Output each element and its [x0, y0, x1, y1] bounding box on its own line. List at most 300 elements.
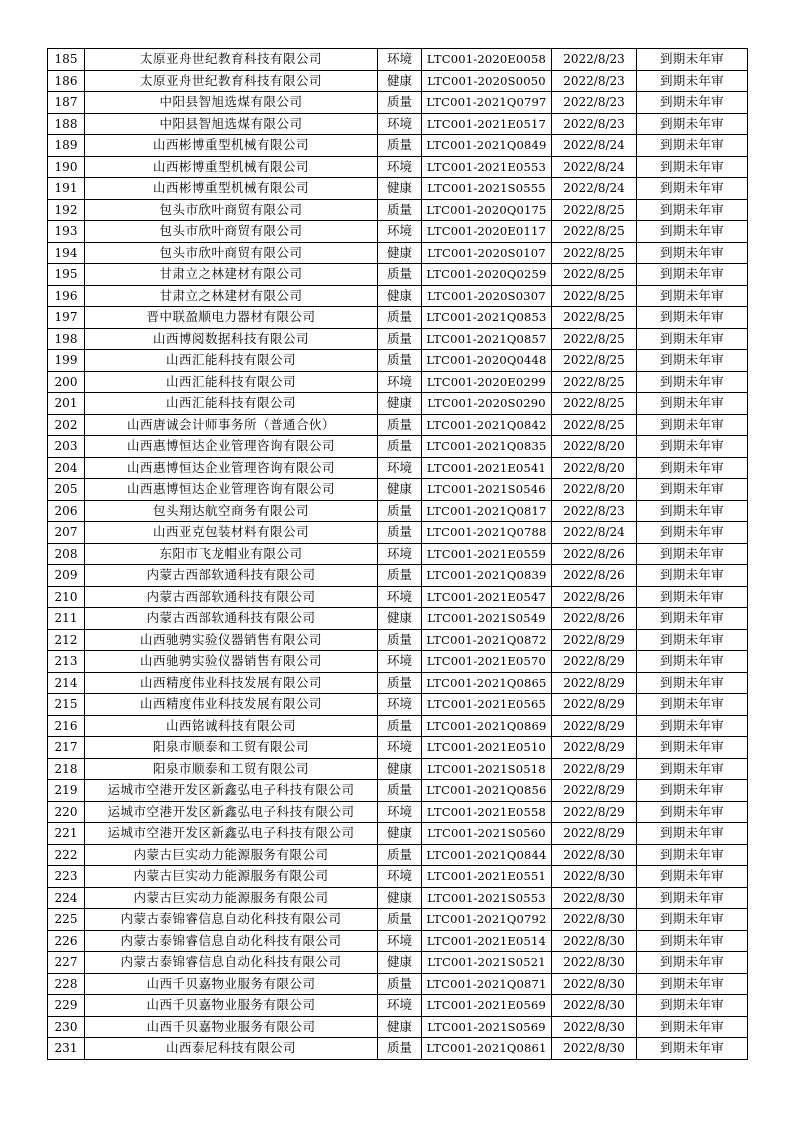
audit-status: 到期未年审 — [637, 436, 748, 458]
certification-type: 质量 — [378, 135, 422, 157]
certification-type: 质量 — [378, 565, 422, 587]
audit-status: 到期未年审 — [637, 586, 748, 608]
row-number: 198 — [48, 328, 85, 350]
certificate-table-body — [48, 49, 748, 1060]
certificate-number: LTC001-2021Q0788 — [422, 522, 552, 544]
audit-status: 到期未年审 — [637, 1016, 748, 1038]
table-row — [48, 113, 748, 135]
company-name: 运城市空港开发区新鑫弘电子科技有限公司 — [85, 780, 378, 802]
table-row — [48, 737, 748, 759]
certification-type: 质量 — [378, 909, 422, 931]
company-name: 包头市欣叶商贸有限公司 — [85, 242, 378, 264]
certification-type: 健康 — [378, 242, 422, 264]
audit-status: 到期未年审 — [637, 113, 748, 135]
certification-type: 质量 — [378, 715, 422, 737]
company-name: 山西彬博重型机械有限公司 — [85, 156, 378, 178]
company-name: 内蒙古巨实动力能源服务有限公司 — [85, 844, 378, 866]
row-number: 196 — [48, 285, 85, 307]
certification-type: 质量 — [378, 500, 422, 522]
row-number: 207 — [48, 522, 85, 544]
table-row — [48, 522, 748, 544]
company-name: 晋中联盈顺电力器材有限公司 — [85, 307, 378, 329]
certification-type: 质量 — [378, 414, 422, 436]
due-date: 2022/8/30 — [552, 909, 637, 931]
certificate-number: LTC001-2021Q0839 — [422, 565, 552, 587]
due-date: 2022/8/23 — [552, 113, 637, 135]
table-row — [48, 92, 748, 114]
certificate-number: LTC001-2021Q0792 — [422, 909, 552, 931]
audit-status: 到期未年审 — [637, 543, 748, 565]
audit-status: 到期未年审 — [637, 264, 748, 286]
company-name: 内蒙古巨实动力能源服务有限公司 — [85, 887, 378, 909]
audit-status: 到期未年审 — [637, 49, 748, 71]
audit-status: 到期未年审 — [637, 565, 748, 587]
audit-status: 到期未年审 — [637, 672, 748, 694]
row-number: 192 — [48, 199, 85, 221]
audit-status: 到期未年审 — [637, 70, 748, 92]
certification-type: 质量 — [378, 350, 422, 372]
table-row — [48, 414, 748, 436]
audit-status: 到期未年审 — [637, 651, 748, 673]
certification-type: 质量 — [378, 328, 422, 350]
certificate-number: LTC001-2020Q0175 — [422, 199, 552, 221]
table-row — [48, 328, 748, 350]
certification-type: 环境 — [378, 156, 422, 178]
company-name: 山西汇能科技有限公司 — [85, 393, 378, 415]
row-number: 211 — [48, 608, 85, 630]
row-number: 231 — [48, 1038, 85, 1060]
audit-status: 到期未年审 — [637, 887, 748, 909]
audit-status: 到期未年审 — [637, 135, 748, 157]
company-name: 包头市欣叶商贸有限公司 — [85, 199, 378, 221]
table-row — [48, 135, 748, 157]
audit-status: 到期未年审 — [637, 350, 748, 372]
certification-type: 健康 — [378, 823, 422, 845]
row-number: 200 — [48, 371, 85, 393]
company-name: 山西彬博重型机械有限公司 — [85, 178, 378, 200]
due-date: 2022/8/20 — [552, 479, 637, 501]
row-number: 225 — [48, 909, 85, 931]
company-name: 山西精度伟业科技发展有限公司 — [85, 672, 378, 694]
certification-type: 环境 — [378, 543, 422, 565]
table-row — [48, 457, 748, 479]
due-date: 2022/8/23 — [552, 500, 637, 522]
audit-status: 到期未年审 — [637, 780, 748, 802]
audit-status: 到期未年审 — [637, 1038, 748, 1060]
row-number: 195 — [48, 264, 85, 286]
audit-status: 到期未年审 — [637, 457, 748, 479]
certificate-number: LTC001-2021E0569 — [422, 995, 552, 1017]
audit-status: 到期未年审 — [637, 823, 748, 845]
certification-type: 环境 — [378, 113, 422, 135]
row-number: 222 — [48, 844, 85, 866]
certification-type: 质量 — [378, 1038, 422, 1060]
company-name: 山西惠博恒达企业管理咨询有限公司 — [85, 457, 378, 479]
certification-type: 环境 — [378, 866, 422, 888]
table-row — [48, 844, 748, 866]
audit-status: 到期未年审 — [637, 694, 748, 716]
company-name: 山西千贝嘉物业服务有限公司 — [85, 1016, 378, 1038]
due-date: 2022/8/25 — [552, 199, 637, 221]
certification-type: 质量 — [378, 780, 422, 802]
certification-type: 健康 — [378, 479, 422, 501]
certificate-number: LTC001-2021S0555 — [422, 178, 552, 200]
company-name: 山西惠博恒达企业管理咨询有限公司 — [85, 436, 378, 458]
certification-type: 质量 — [378, 307, 422, 329]
company-name: 山西惠博恒达企业管理咨询有限公司 — [85, 479, 378, 501]
company-name: 山西汇能科技有限公司 — [85, 371, 378, 393]
company-name: 山西精度伟业科技发展有限公司 — [85, 694, 378, 716]
audit-status: 到期未年审 — [637, 307, 748, 329]
audit-status: 到期未年审 — [637, 156, 748, 178]
certification-type: 健康 — [378, 952, 422, 974]
certificate-number: LTC001-2020E0117 — [422, 221, 552, 243]
certificate-number: LTC001-2021Q0871 — [422, 973, 552, 995]
due-date: 2022/8/30 — [552, 973, 637, 995]
certification-type: 质量 — [378, 436, 422, 458]
table-row — [48, 909, 748, 931]
certification-type: 环境 — [378, 221, 422, 243]
company-name: 山西千贝嘉物业服务有限公司 — [85, 995, 378, 1017]
certificate-number: LTC001-2021E0570 — [422, 651, 552, 673]
certificate-number: LTC001-2021Q0865 — [422, 672, 552, 694]
table-row — [48, 479, 748, 501]
due-date: 2022/8/25 — [552, 242, 637, 264]
table-row — [48, 930, 748, 952]
table-row — [48, 543, 748, 565]
certificate-number: LTC001-2020S0307 — [422, 285, 552, 307]
company-name: 太原亚舟世纪教育科技有限公司 — [85, 49, 378, 71]
company-name: 运城市空港开发区新鑫弘电子科技有限公司 — [85, 801, 378, 823]
certificate-number: LTC001-2021E0553 — [422, 156, 552, 178]
table-row — [48, 285, 748, 307]
audit-status: 到期未年审 — [637, 92, 748, 114]
certification-type: 质量 — [378, 672, 422, 694]
due-date: 2022/8/24 — [552, 135, 637, 157]
company-name: 内蒙古巨实动力能源服务有限公司 — [85, 866, 378, 888]
audit-status: 到期未年审 — [637, 758, 748, 780]
audit-status: 到期未年审 — [637, 608, 748, 630]
audit-status: 到期未年审 — [637, 522, 748, 544]
certificate-number: LTC001-2021S0546 — [422, 479, 552, 501]
certification-type: 质量 — [378, 844, 422, 866]
table-row — [48, 651, 748, 673]
row-number: 202 — [48, 414, 85, 436]
company-name: 太原亚舟世纪教育科技有限公司 — [85, 70, 378, 92]
due-date: 2022/8/24 — [552, 522, 637, 544]
certificate-number: LTC001-2021Q0842 — [422, 414, 552, 436]
table-row — [48, 264, 748, 286]
certification-type: 健康 — [378, 887, 422, 909]
certificate-number: LTC001-2021Q0849 — [422, 135, 552, 157]
certification-type: 环境 — [378, 371, 422, 393]
audit-status: 到期未年审 — [637, 178, 748, 200]
certification-type: 环境 — [378, 49, 422, 71]
row-number: 229 — [48, 995, 85, 1017]
row-number: 194 — [48, 242, 85, 264]
table-row — [48, 565, 748, 587]
audit-status: 到期未年审 — [637, 629, 748, 651]
row-number: 218 — [48, 758, 85, 780]
company-name: 甘肃立之林建材有限公司 — [85, 285, 378, 307]
row-number: 223 — [48, 866, 85, 888]
audit-status: 到期未年审 — [637, 866, 748, 888]
certification-type: 质量 — [378, 199, 422, 221]
due-date: 2022/8/30 — [552, 866, 637, 888]
due-date: 2022/8/25 — [552, 307, 637, 329]
company-name: 阳泉市顺泰和工贸有限公司 — [85, 758, 378, 780]
table-row — [48, 866, 748, 888]
certificate-number: LTC001-2020S0050 — [422, 70, 552, 92]
certification-type: 环境 — [378, 586, 422, 608]
certificate-table — [47, 48, 748, 1060]
row-number: 188 — [48, 113, 85, 135]
table-row — [48, 156, 748, 178]
table-row — [48, 694, 748, 716]
certificate-number: LTC001-2021Q0853 — [422, 307, 552, 329]
certificate-number: LTC001-2020E0058 — [422, 49, 552, 71]
audit-status: 到期未年审 — [637, 285, 748, 307]
table-row — [48, 887, 748, 909]
due-date: 2022/8/20 — [552, 436, 637, 458]
row-number: 226 — [48, 930, 85, 952]
row-number: 185 — [48, 49, 85, 71]
table-row — [48, 715, 748, 737]
certification-type: 健康 — [378, 1016, 422, 1038]
due-date: 2022/8/26 — [552, 608, 637, 630]
due-date: 2022/8/25 — [552, 393, 637, 415]
company-name: 山西亚克包装材料有限公司 — [85, 522, 378, 544]
audit-status: 到期未年审 — [637, 844, 748, 866]
due-date: 2022/8/24 — [552, 156, 637, 178]
certificate-number: LTC001-2021Q0856 — [422, 780, 552, 802]
certificate-number: LTC001-2020S0107 — [422, 242, 552, 264]
due-date: 2022/8/30 — [552, 887, 637, 909]
due-date: 2022/8/29 — [552, 823, 637, 845]
due-date: 2022/8/30 — [552, 930, 637, 952]
due-date: 2022/8/25 — [552, 371, 637, 393]
due-date: 2022/8/29 — [552, 780, 637, 802]
table-row — [48, 350, 748, 372]
certificate-number: LTC001-2020E0299 — [422, 371, 552, 393]
company-name: 包头翔达航空商务有限公司 — [85, 500, 378, 522]
table-row — [48, 49, 748, 71]
certificate-number: LTC001-2021E0541 — [422, 457, 552, 479]
row-number: 191 — [48, 178, 85, 200]
audit-status: 到期未年审 — [637, 393, 748, 415]
row-number: 213 — [48, 651, 85, 673]
table-row — [48, 780, 748, 802]
table-row — [48, 586, 748, 608]
company-name: 山西千贝嘉物业服务有限公司 — [85, 973, 378, 995]
audit-status: 到期未年审 — [637, 801, 748, 823]
audit-status: 到期未年审 — [637, 242, 748, 264]
certification-type: 环境 — [378, 737, 422, 759]
row-number: 209 — [48, 565, 85, 587]
row-number: 224 — [48, 887, 85, 909]
company-name: 包头市欣叶商贸有限公司 — [85, 221, 378, 243]
row-number: 216 — [48, 715, 85, 737]
certificate-number: LTC001-2021Q0872 — [422, 629, 552, 651]
certification-type: 环境 — [378, 651, 422, 673]
certification-type: 健康 — [378, 608, 422, 630]
certificate-number: LTC001-2021E0551 — [422, 866, 552, 888]
company-name: 东阳市飞龙帽业有限公司 — [85, 543, 378, 565]
company-name: 内蒙古西部软通科技有限公司 — [85, 586, 378, 608]
certificate-number: LTC001-2021S0521 — [422, 952, 552, 974]
audit-status: 到期未年审 — [637, 909, 748, 931]
certification-type: 健康 — [378, 758, 422, 780]
certificate-number: LTC001-2021Q0797 — [422, 92, 552, 114]
table-row — [48, 608, 748, 630]
due-date: 2022/8/26 — [552, 543, 637, 565]
company-name: 山西博阅数据科技有限公司 — [85, 328, 378, 350]
due-date: 2022/8/30 — [552, 844, 637, 866]
certification-type: 环境 — [378, 694, 422, 716]
company-name: 中阳县智旭选煤有限公司 — [85, 113, 378, 135]
row-number: 214 — [48, 672, 85, 694]
due-date: 2022/8/30 — [552, 995, 637, 1017]
due-date: 2022/8/29 — [552, 758, 637, 780]
table-row — [48, 995, 748, 1017]
due-date: 2022/8/30 — [552, 952, 637, 974]
certificate-number: LTC001-2021Q0861 — [422, 1038, 552, 1060]
table-row — [48, 823, 748, 845]
due-date: 2022/8/24 — [552, 178, 637, 200]
due-date: 2022/8/23 — [552, 92, 637, 114]
row-number: 186 — [48, 70, 85, 92]
audit-status: 到期未年审 — [637, 221, 748, 243]
audit-status: 到期未年审 — [637, 737, 748, 759]
certificate-number: LTC001-2021S0569 — [422, 1016, 552, 1038]
certificate-number: LTC001-2021Q0835 — [422, 436, 552, 458]
row-number: 205 — [48, 479, 85, 501]
certificate-number: LTC001-2021Q0857 — [422, 328, 552, 350]
table-row — [48, 199, 748, 221]
due-date: 2022/8/29 — [552, 715, 637, 737]
company-name: 内蒙古西部软通科技有限公司 — [85, 608, 378, 630]
due-date: 2022/8/23 — [552, 49, 637, 71]
certificate-number: LTC001-2021E0514 — [422, 930, 552, 952]
table-row — [48, 1016, 748, 1038]
table-row — [48, 758, 748, 780]
row-number: 193 — [48, 221, 85, 243]
company-name: 山西驰骋实验仪器销售有限公司 — [85, 629, 378, 651]
due-date: 2022/8/26 — [552, 565, 637, 587]
due-date: 2022/8/23 — [552, 70, 637, 92]
company-name: 内蒙古泰锦睿信息自动化科技有限公司 — [85, 909, 378, 931]
audit-status: 到期未年审 — [637, 479, 748, 501]
table-row — [48, 500, 748, 522]
certificate-number: LTC001-2021S0518 — [422, 758, 552, 780]
row-number: 227 — [48, 952, 85, 974]
certificate-number: LTC001-2021S0553 — [422, 887, 552, 909]
due-date: 2022/8/30 — [552, 1016, 637, 1038]
due-date: 2022/8/25 — [552, 328, 637, 350]
company-name: 内蒙古泰锦睿信息自动化科技有限公司 — [85, 930, 378, 952]
certification-type: 质量 — [378, 973, 422, 995]
certificate-number: LTC001-2021E0517 — [422, 113, 552, 135]
company-name: 内蒙古西部软通科技有限公司 — [85, 565, 378, 587]
certificate-number: LTC001-2020Q0259 — [422, 264, 552, 286]
certificate-number: LTC001-2020Q0448 — [422, 350, 552, 372]
certification-type: 健康 — [378, 178, 422, 200]
table-row — [48, 672, 748, 694]
certification-type: 质量 — [378, 629, 422, 651]
certificate-number: LTC001-2021Q0844 — [422, 844, 552, 866]
company-name: 阳泉市顺泰和工贸有限公司 — [85, 737, 378, 759]
due-date: 2022/8/25 — [552, 285, 637, 307]
row-number: 201 — [48, 393, 85, 415]
certification-type: 环境 — [378, 995, 422, 1017]
certificate-number: LTC001-2020S0290 — [422, 393, 552, 415]
certificate-number: LTC001-2021E0559 — [422, 543, 552, 565]
due-date: 2022/8/29 — [552, 801, 637, 823]
row-number: 208 — [48, 543, 85, 565]
audit-status: 到期未年审 — [637, 952, 748, 974]
table-row — [48, 242, 748, 264]
due-date: 2022/8/25 — [552, 414, 637, 436]
due-date: 2022/8/29 — [552, 651, 637, 673]
audit-status: 到期未年审 — [637, 500, 748, 522]
table-row — [48, 1038, 748, 1060]
certification-type: 质量 — [378, 92, 422, 114]
row-number: 221 — [48, 823, 85, 845]
row-number: 190 — [48, 156, 85, 178]
audit-status: 到期未年审 — [637, 328, 748, 350]
table-row — [48, 178, 748, 200]
due-date: 2022/8/29 — [552, 672, 637, 694]
certificate-number: LTC001-2021S0549 — [422, 608, 552, 630]
certificate-number: LTC001-2021E0565 — [422, 694, 552, 716]
due-date: 2022/8/20 — [552, 457, 637, 479]
row-number: 187 — [48, 92, 85, 114]
row-number: 199 — [48, 350, 85, 372]
due-date: 2022/8/29 — [552, 694, 637, 716]
row-number: 203 — [48, 436, 85, 458]
table-row — [48, 436, 748, 458]
due-date: 2022/8/25 — [552, 350, 637, 372]
company-name: 甘肃立之林建材有限公司 — [85, 264, 378, 286]
company-name: 山西驰骋实验仪器销售有限公司 — [85, 651, 378, 673]
row-number: 206 — [48, 500, 85, 522]
certification-type: 环境 — [378, 930, 422, 952]
audit-status: 到期未年审 — [637, 973, 748, 995]
company-name: 山西铭诚科技有限公司 — [85, 715, 378, 737]
company-name: 山西唐诚会计师事务所（普通合伙） — [85, 414, 378, 436]
due-date: 2022/8/26 — [552, 586, 637, 608]
row-number: 217 — [48, 737, 85, 759]
due-date: 2022/8/25 — [552, 221, 637, 243]
row-number: 220 — [48, 801, 85, 823]
company-name: 山西泰尼科技有限公司 — [85, 1038, 378, 1060]
row-number: 230 — [48, 1016, 85, 1038]
company-name: 内蒙古泰锦睿信息自动化科技有限公司 — [85, 952, 378, 974]
certification-type: 健康 — [378, 70, 422, 92]
table-row — [48, 70, 748, 92]
certification-type: 质量 — [378, 522, 422, 544]
due-date: 2022/8/29 — [552, 737, 637, 759]
audit-status: 到期未年审 — [637, 930, 748, 952]
row-number: 228 — [48, 973, 85, 995]
table-row — [48, 973, 748, 995]
row-number: 204 — [48, 457, 85, 479]
certificate-number: LTC001-2021Q0869 — [422, 715, 552, 737]
certificate-number: LTC001-2021Q0817 — [422, 500, 552, 522]
certification-type: 健康 — [378, 393, 422, 415]
certificate-number: LTC001-2021S0560 — [422, 823, 552, 845]
table-row — [48, 393, 748, 415]
